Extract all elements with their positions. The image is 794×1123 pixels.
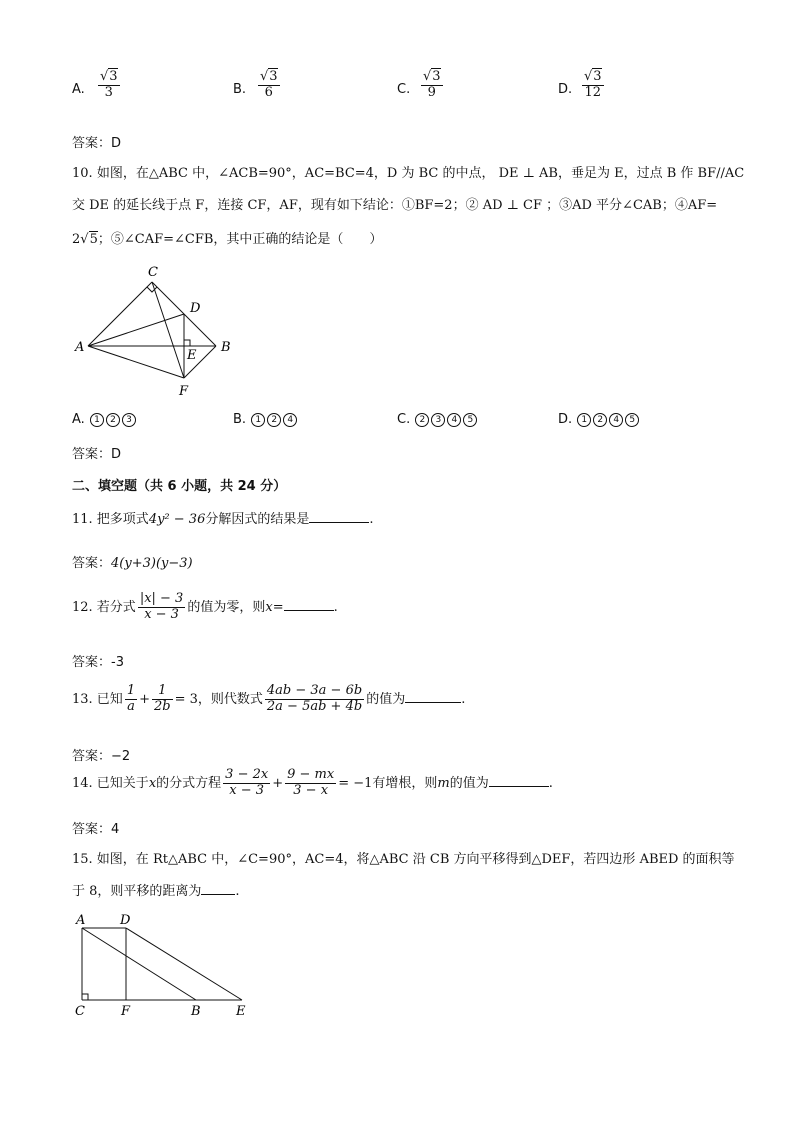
q10-options (72, 412, 692, 430)
q9-option-c: C. (397, 82, 411, 97)
label-E: E (236, 1004, 246, 1019)
q10-line2: 交 DE 的延长线于点 F，连接 CF，AF，现有如下结论：①BF=2；② AD ⊥ CF ；③AD 平分∠CAB；④AF= (72, 198, 718, 213)
answer-blank[interactable] (489, 774, 549, 787)
q13-answer: 答案：−2 (72, 749, 131, 764)
label-D: D (190, 301, 201, 316)
q12-line: 12. 若分式 $\frac{|x| - 3}{x - 3}$ 的值为零，则x= . (72, 591, 338, 622)
q10-option-d: D. 1 2 4 5 (558, 412, 640, 427)
q10-line3: 2√5；⑤∠CAF=∠CFB，其中正确的结论是（ ） (72, 232, 383, 247)
answer-blank[interactable] (284, 598, 334, 611)
q10-option-a: A. 1 2 3 (72, 412, 137, 427)
q10-line1: 10. 如图，在△ABC 中，∠ACB=90°，AC=BC=4，D 为 BC 的中点， DE ⊥ AB，垂足为 E，过点 B 作 BF//AC (72, 166, 745, 181)
q10-option-b: B. 1 2 4 (233, 412, 298, 427)
answer-blank[interactable] (309, 510, 369, 523)
q9-answer: 答案：D (72, 136, 122, 151)
q15-line1: 15. 如图，在 Rt△ABC 中，∠C=90°，AC=4，将△ABC 沿 CB 方向平移得到△DEF，若四边形 ABED 的面积等 (72, 852, 735, 867)
label-B: B (191, 1004, 201, 1019)
label-B: B (221, 340, 231, 355)
label-F: F (179, 384, 189, 399)
q10-figure (72, 262, 242, 402)
q11-line: 11. 把多项式4y² − 36分解因式的结果是 . (72, 512, 374, 527)
q9-option-d: D. (558, 82, 573, 97)
q12-fraction: $\frac{|x| - 3}{x - 3}$ (139, 591, 184, 622)
answer-blank[interactable] (201, 882, 235, 895)
label-A: A (75, 340, 85, 355)
label-C: C (148, 265, 158, 280)
q9-option-a (72, 82, 85, 97)
section-heading: 二、填空题（共 6 小题，共 24 分） (72, 479, 287, 494)
q9-option-b-fraction: $\frac{√3}{6}$ (260, 69, 278, 100)
label-C: C (75, 1004, 85, 1019)
answer-blank[interactable] (405, 690, 461, 703)
q15-line2: 于 8，则平移的距离为 . (72, 884, 240, 899)
q10-answer: 答案：D (72, 447, 122, 462)
q9-option-b: B. (233, 82, 247, 97)
q13-line: 13. 已知 $\frac{1}{a}$ + $\frac{1}{2b}$ = 3，则代数式 $\frac{4ab - 3a - 6b}{2a - 5ab + 4b}$ 的值为 . (72, 683, 466, 714)
q11-answer: 答案：4(y+3)(y−3) (72, 556, 193, 571)
q9-options (72, 70, 692, 120)
q12-answer: 答案：-3 (72, 655, 124, 670)
label-D: D (120, 913, 131, 928)
q14-line: 14. 已知关于x的分式方程 $\frac{3 - 2x}{x - 3}$ + $\frac{9 - mx}{3 - x}$ = −1有增根，则m的值为 . (72, 767, 553, 798)
q15-figure (72, 908, 262, 1020)
q9-option-d-fraction: $\frac{√3}{12}$ (584, 69, 602, 100)
q9-option-a-fraction: $\frac{√3}{3}$ (100, 69, 118, 100)
q10-option-c: C. 2 3 4 5 (397, 412, 478, 427)
q9-option-c-fraction: $\frac{√3}{9}$ (423, 69, 441, 100)
label-E: E (187, 348, 197, 363)
label-A: A (76, 913, 86, 928)
label-F: F (121, 1004, 131, 1019)
option-letter: A. (72, 82, 85, 97)
q14-answer: 答案：4 (72, 822, 120, 837)
